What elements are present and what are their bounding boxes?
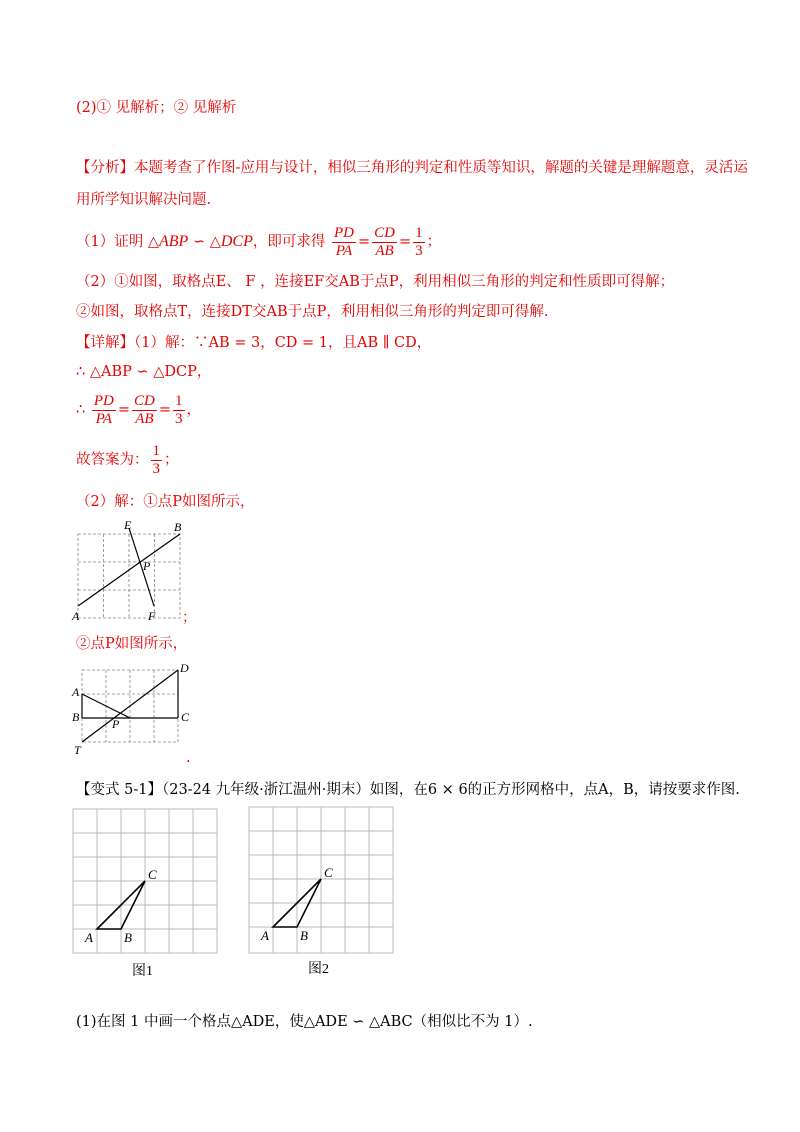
grid-figure-1 <box>72 808 218 954</box>
question-1: (1)在图 1 中画一个格点△ADE，使△ADE ∽ △ABC（相似比不为 1）. <box>76 1014 533 1030</box>
analysis-text-2: 用所学知识解决问题. <box>76 192 212 208</box>
therefore-1: ∴ △ABP ∽ △DCP， <box>76 364 212 380</box>
svg-text:P: P <box>112 717 120 731</box>
analysis-tag: 【分析】 <box>76 160 134 176</box>
label-E: E <box>124 518 132 532</box>
fraction-pd-pa: $\frac{PD}{PA}$ <box>333 224 354 259</box>
detail-line <box>76 333 431 353</box>
similar-sign: ∽ <box>192 234 206 250</box>
therefore-2: ∴ $\frac{PD}{PA}$ = $\frac{CD}{AB}$ = $\frac{1}{3}$ ， <box>76 392 201 427</box>
step2a-text: （2）①如图，取格点E、 F ，连接EF交AB于点P，利用相似三角形的判定和性质即可得解； <box>76 274 675 290</box>
figure-dt-ab <box>68 660 198 760</box>
variant-text: （23-24 九年级·浙江温州·期末）如图，在6 × 6的正方形网格中，点A，B，请按要求作图. <box>161 782 740 798</box>
step2b-text: ②如图，取格点T，连接DT交AB于点P，利用相似三角形的判定即可得解. <box>76 304 549 320</box>
svg-text:A: A <box>85 930 93 945</box>
triangle-dcp: DCP <box>220 233 253 250</box>
svg-text:A: A <box>72 685 80 699</box>
answer-head: (2)① 见解析；② 见解析 <box>76 100 237 116</box>
svg-text:D: D <box>180 661 189 675</box>
caption-figure-2: 图2 <box>308 962 329 977</box>
analysis-line-1 <box>76 158 748 178</box>
svg-text:B: B <box>72 710 80 724</box>
svg-text:A: A <box>261 928 269 943</box>
caption-figure-1: 图1 <box>132 964 153 979</box>
analysis-text-1: 本题考查了作图-应用与设计，相似三角形的判定和性质等知识，解题的关键是理解题意，灵活运 <box>134 160 748 176</box>
variant-line <box>76 780 740 800</box>
grid-figure-2 <box>248 806 394 954</box>
label-F: F <box>148 609 156 623</box>
figure-ef-ab <box>70 518 200 628</box>
svg-text:T: T <box>74 743 81 757</box>
svg-text:C: C <box>148 867 157 882</box>
triangle-abp: ABP <box>159 233 189 250</box>
step1-mid: ，即可求得 <box>252 234 326 250</box>
step1-prefix: （1）证明 <box>76 234 144 250</box>
svg-text:B: B <box>124 930 132 945</box>
svg-text:C: C <box>181 710 190 724</box>
part2-text: （2）解：①点P如图所示， <box>76 494 255 510</box>
svg-text:C: C <box>324 865 333 880</box>
step1-line: （1）证明 △ABP ∽ △DCP，即可求得 $\frac{PD}{PA}$ = $\frac{CD}{AB}$ = $\frac{1}{3}$ ； <box>76 224 442 259</box>
detail-tag: 【详解】 <box>76 335 134 351</box>
svg-text:B: B <box>300 928 308 943</box>
label-B: B <box>174 520 182 534</box>
variant-tag: 【变式 5-1】 <box>76 782 162 798</box>
part2b-text: ②点P如图所示， <box>76 636 188 652</box>
fraction-one-third: $\frac{1}{3}$ <box>415 224 423 259</box>
fraction-cd-ab: $\frac{CD}{AB}$ <box>374 224 395 259</box>
answer-line: 故答案为： $\frac{1}{3}$ ； <box>76 442 179 477</box>
label-P: P <box>143 559 151 573</box>
label-A: A <box>72 609 80 623</box>
detail-text: （1）解：∵AB = 3，CD = 1，且AB ∥ CD， <box>134 335 432 351</box>
